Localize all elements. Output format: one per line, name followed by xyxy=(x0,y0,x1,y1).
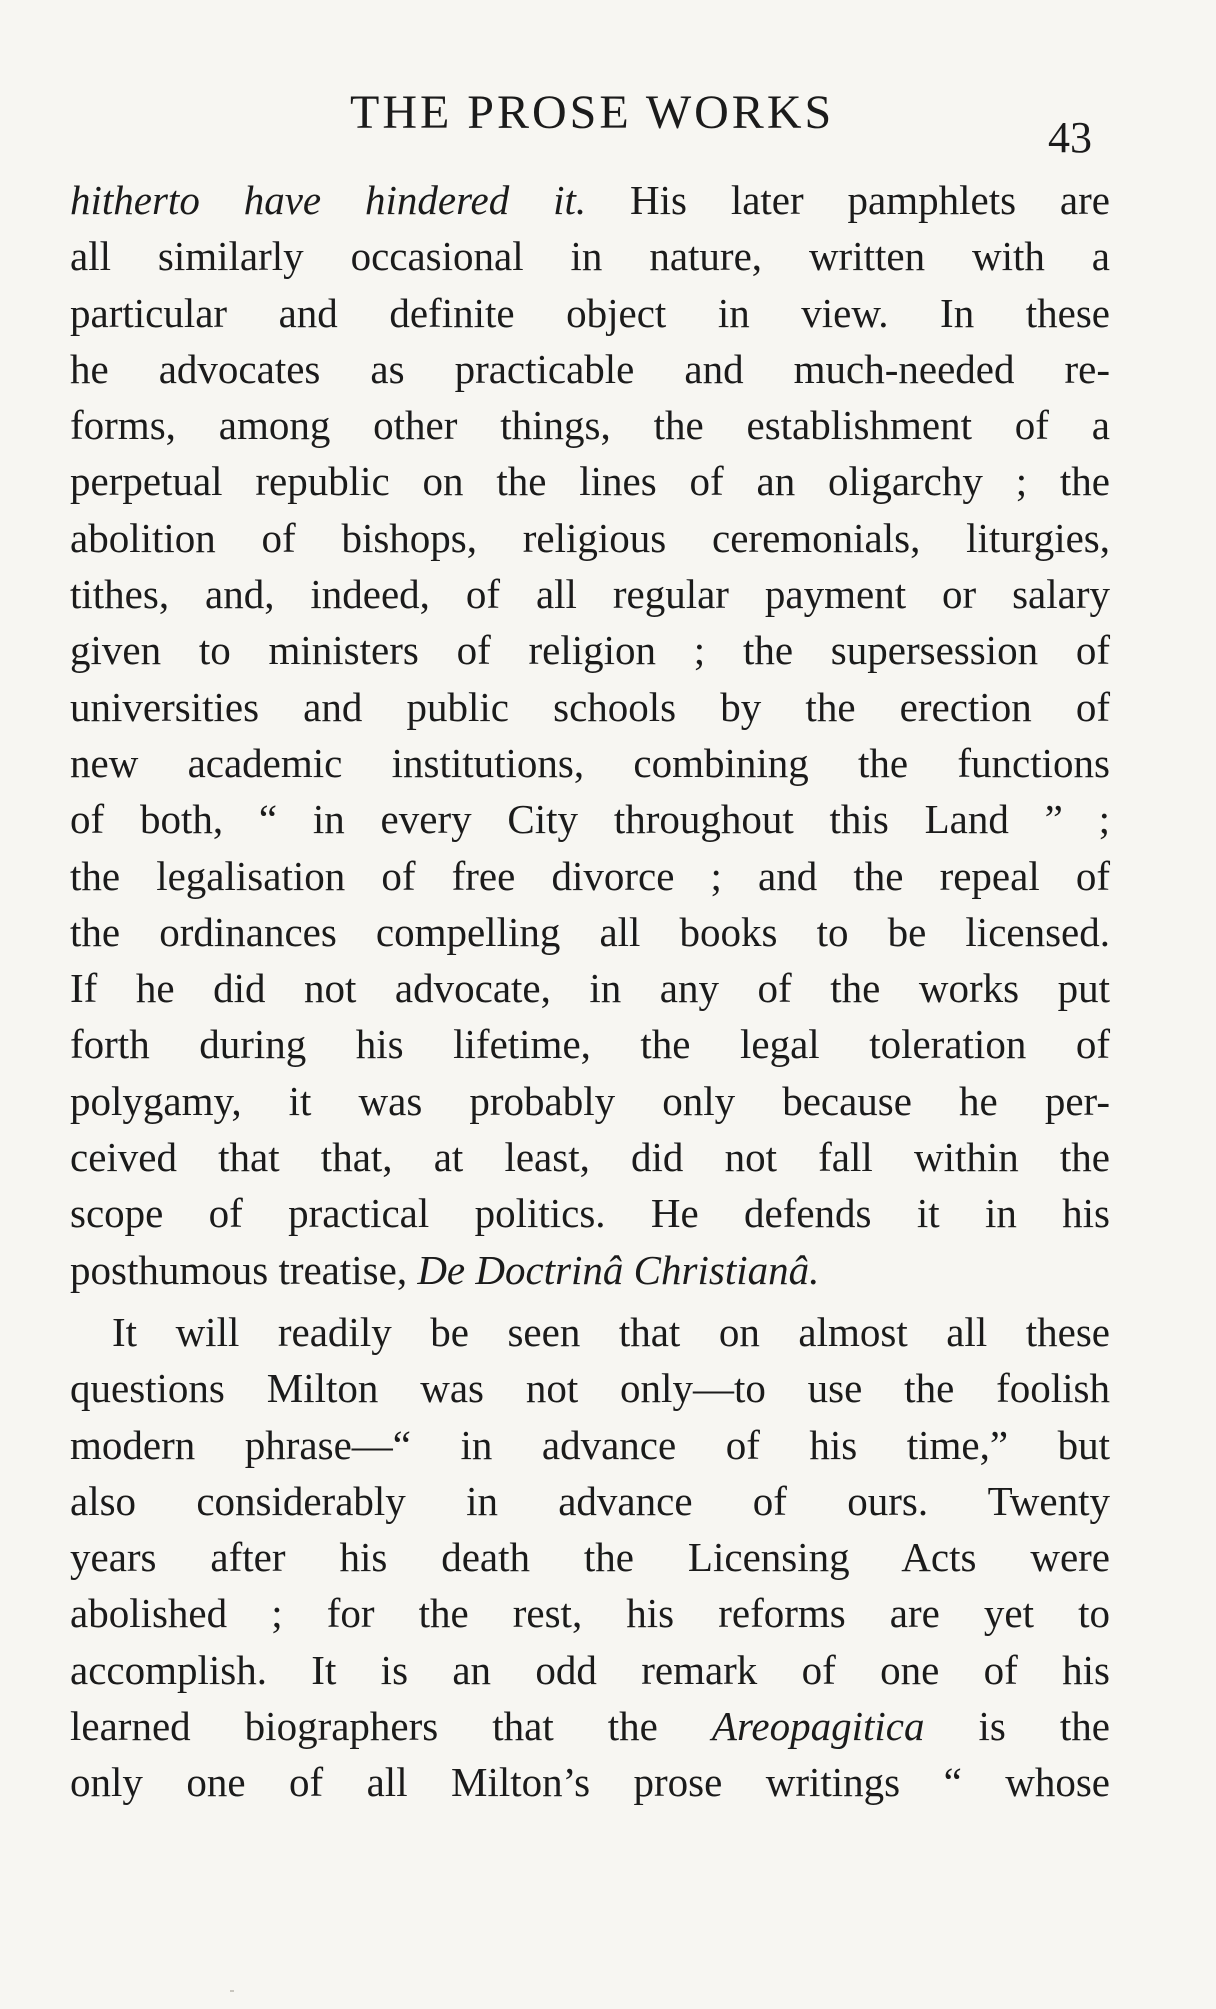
text-run: His later pamphlets are xyxy=(586,177,1110,223)
text-run: abolished ; for the rest, his reforms are yet to xyxy=(70,1590,1110,1637)
text-line xyxy=(70,228,1110,284)
text-run: forms, among other things, the establishment of a xyxy=(70,402,1110,449)
text-line xyxy=(70,1016,1110,1072)
text-run: tithes, and, indeed, of all regular payment or salary xyxy=(70,571,1110,618)
text-line xyxy=(70,735,1110,791)
text-run: ceived that that, at least, did not fall within the xyxy=(70,1134,1110,1181)
italic-text: hitherto have hindered it. xyxy=(70,177,587,223)
text-line xyxy=(70,172,1110,228)
text-run: all similarly occasional in nature, written with a xyxy=(70,233,1110,280)
text-run: new academic institutions, combining the functions xyxy=(70,739,1110,786)
text-line xyxy=(70,1304,1110,1360)
text-line xyxy=(70,1754,1110,1810)
text-line xyxy=(70,1129,1110,1185)
text-run: questions Milton was not only—to use the foolish xyxy=(70,1365,1110,1412)
text-run: accomplish. It is an odd remark of one of his xyxy=(70,1646,1110,1693)
text-run: universities and public schools by the erection of xyxy=(70,683,1110,730)
text-run: the ordinances compelling all books to be licensed. xyxy=(70,908,1110,955)
body-text xyxy=(70,172,1110,1811)
text-run: abolition of bishops, religious ceremonials, liturgies, xyxy=(70,514,1110,561)
page-header xyxy=(0,78,1216,162)
paragraph xyxy=(70,1304,1110,1811)
text-line xyxy=(70,1698,1110,1754)
text-run: perpetual republic on the lines of an oligarchy ; the xyxy=(70,458,1110,505)
text-run: learned biographers that the xyxy=(70,1703,712,1750)
text-run: of both, “ in every City throughout this Land ” ; xyxy=(70,796,1110,843)
text-line xyxy=(70,1473,1110,1529)
text-line xyxy=(70,453,1110,509)
text-line xyxy=(70,1185,1110,1241)
text-line xyxy=(70,341,1110,397)
paragraph xyxy=(70,172,1110,1298)
italic-text: De Doctrinâ Christianâ. xyxy=(417,1246,820,1293)
text-line xyxy=(70,397,1110,453)
text-run: If he did not advocate, in any of the works put xyxy=(70,965,1110,1012)
text-line xyxy=(70,1073,1110,1129)
text-line xyxy=(70,904,1110,960)
text-line xyxy=(70,1360,1110,1416)
text-line xyxy=(70,1585,1110,1641)
italic-text: Areopagitica xyxy=(711,1703,925,1750)
text-run: scope of practical politics. He defends it in his xyxy=(70,1190,1110,1237)
text-line xyxy=(70,679,1110,735)
text-run: he advocates as practicable and much-needed re- xyxy=(70,345,1110,392)
text-run: forth during his lifetime, the legal toleration of xyxy=(70,1021,1110,1068)
text-line xyxy=(70,622,1110,678)
text-run: also considerably in advance of ours. Twenty xyxy=(70,1477,1110,1524)
text-run: It will readily be seen that on almost all these xyxy=(112,1308,1110,1355)
text-line xyxy=(70,960,1110,1016)
text-line xyxy=(70,566,1110,622)
text-line xyxy=(70,791,1110,847)
page-number: 43 xyxy=(1048,113,1092,162)
text-run: posthumous treatise, xyxy=(70,1246,418,1293)
text-run: particular and definite object in view. In these xyxy=(70,289,1110,336)
text-line xyxy=(70,510,1110,566)
text-line xyxy=(70,1642,1110,1698)
text-run: years after his death the Licensing Acts were xyxy=(70,1534,1110,1581)
text-line xyxy=(70,1242,1110,1298)
text-run: is the xyxy=(924,1703,1110,1750)
text-run: polygamy, it was probably only because he per- xyxy=(70,1077,1110,1124)
page-mark xyxy=(230,1990,234,1992)
text-run: given to ministers of religion ; the supersession of xyxy=(70,627,1110,674)
text-line xyxy=(70,1529,1110,1585)
text-run: modern phrase—“ in advance of his time,” but xyxy=(70,1421,1110,1468)
text-run: the legalisation of free divorce ; and the repeal of xyxy=(70,852,1110,899)
text-line xyxy=(70,1417,1110,1473)
text-run: only one of all Milton’s prose writings “ whose xyxy=(70,1759,1110,1806)
running-title: THE PROSE WORKS xyxy=(350,86,835,139)
text-line xyxy=(70,285,1110,341)
text-line xyxy=(70,848,1110,904)
